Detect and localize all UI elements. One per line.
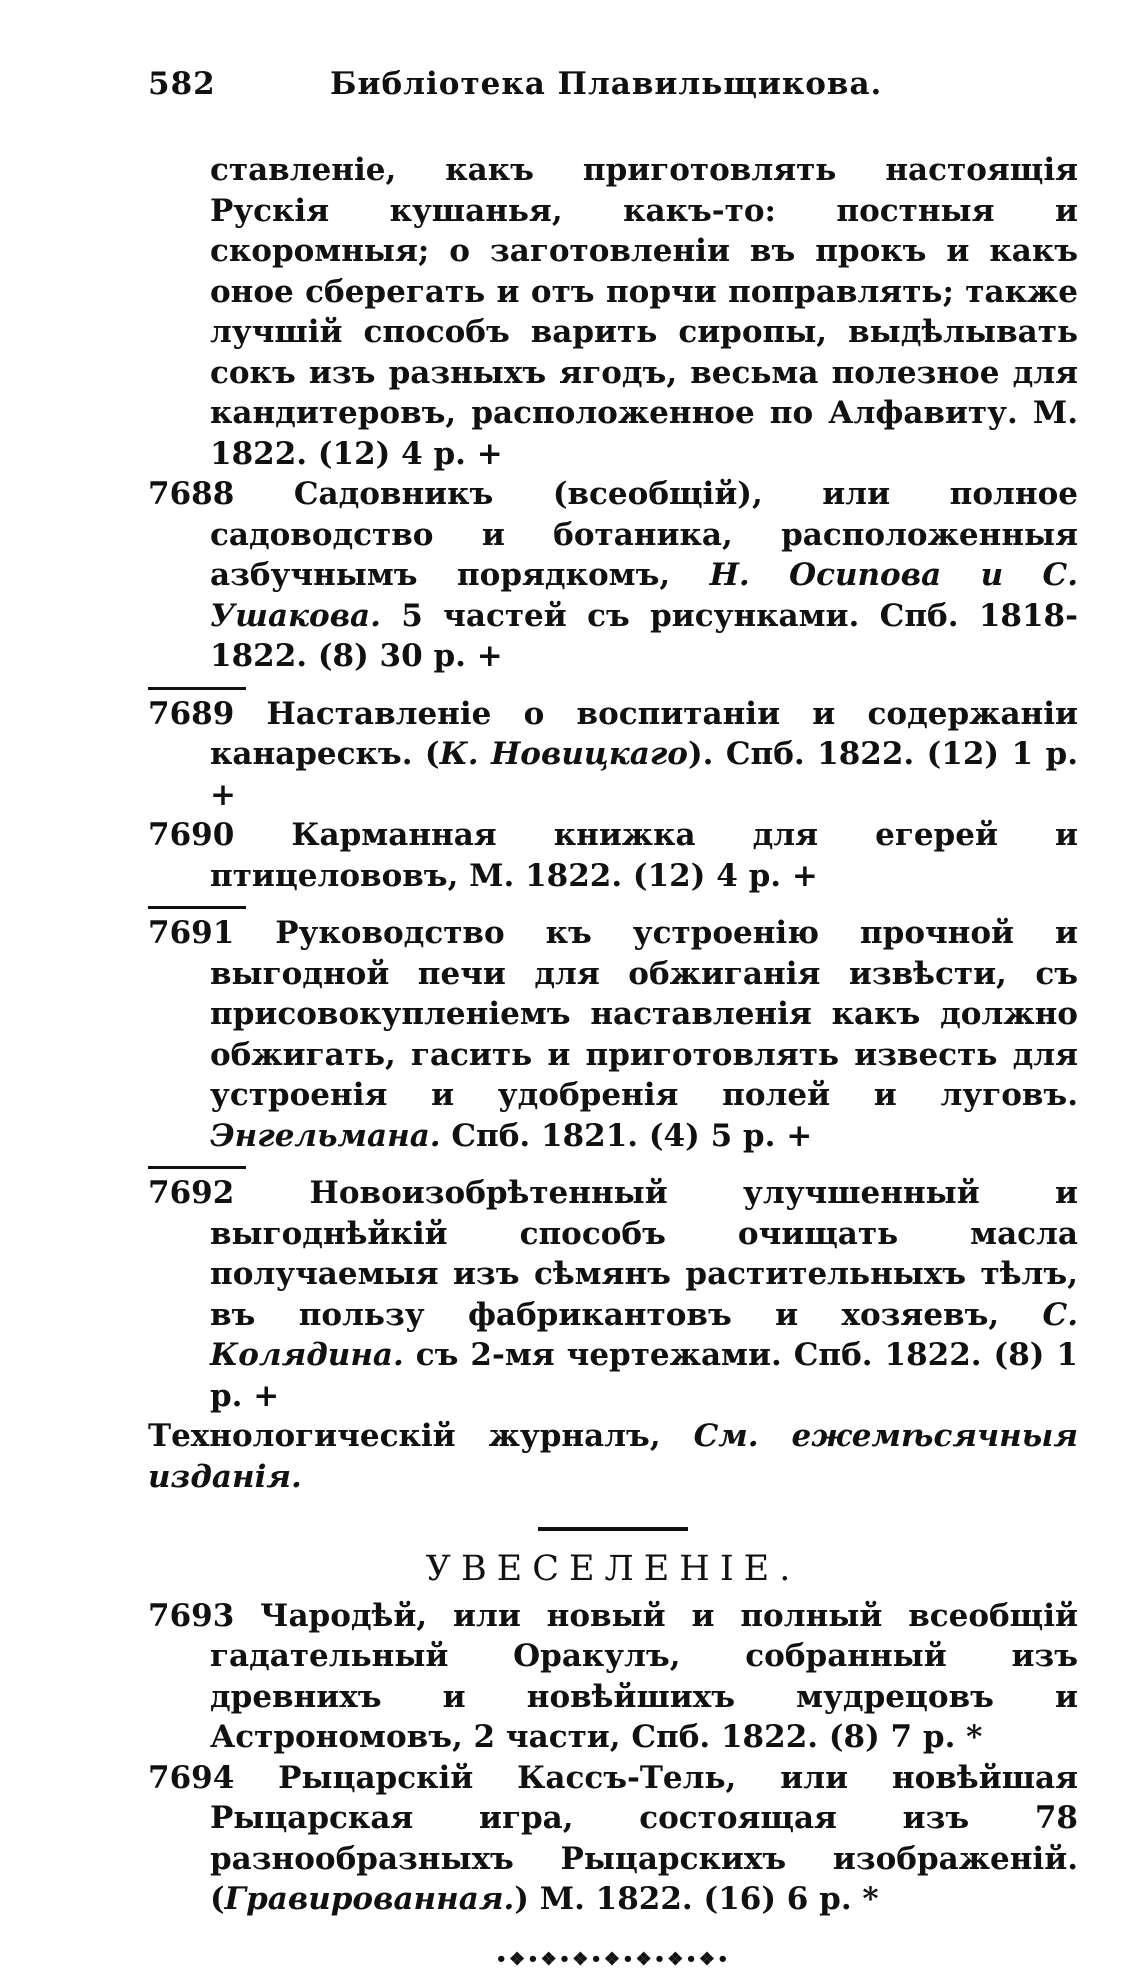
entry-rule (148, 906, 246, 909)
section-heading: УВЕСЕЛЕНІЕ. (148, 1549, 1078, 1590)
continuation-paragraph: ставленіе, какъ приготовлять настоящія Рускія кушанья, какъ-то: постныя и скоромныя; о заготовленіи въ прокъ и какъ оное сберегать и отъ порчи поправлять; также лучшій способъ варить сиропы, выдѣлывать сокъ изъ разныхъ ягодъ, весьма полезное для кандитеровъ, расположенное по Алфавиту. М. 1822. (12) 4 р. + (148, 150, 1078, 474)
reference-target: См. ежемѣсячныя изданія. (148, 1418, 1078, 1495)
entry-text: ). Спб. 1822. (12) 1 р. + (210, 736, 1078, 813)
entry-text: Карманная книжка для егерей и птицелововъ, М. 1822. (12) 4 р. + (210, 817, 1078, 894)
entry-rule (148, 687, 246, 690)
entry-text: Новоизобрѣтенный улучшенный и выгоднѣйкій способъ очищать масла получаемыя изъ сѣмянъ растительныхъ тѣлъ, въ пользу фабрикантовъ и хозяевъ, (210, 1175, 1078, 1333)
entry-number: 7689 (148, 696, 234, 732)
entry-text: Садовникъ (всеобщій), или полное садоводство и ботаника, расположенныя азбучнымъ порядкомъ, (210, 476, 1078, 593)
entry-author: С. Колядина. (210, 1297, 1078, 1374)
entry-author: Н. Осипова и С. Ушакова. (210, 557, 1078, 634)
reference-text: Технологическій журналъ, (148, 1418, 694, 1454)
catalog-entry-7692 (148, 1173, 1078, 1416)
entry-number: 7693 (148, 1598, 234, 1634)
catalog-entry-7691 (148, 913, 1078, 1156)
entry-text: 5 частей съ рисунками. Спб. 1818-1822. (8) 30 р. + (210, 598, 1078, 675)
entry-author: Энгельмана. (210, 1118, 441, 1154)
cross-reference (148, 1416, 1078, 1497)
entry-text: Рыцарскій Кассъ-Тель, или новѣйшая Рыцарская игра, состоящая изъ 78 разнообразныхъ Рыцарскихъ изображеній. ( (210, 1760, 1078, 1918)
entry-text: ) М. 1822. (16) 6 р. * (514, 1881, 878, 1917)
entry-text: Чародѣй, или новый и полный всеобщій гадательный Оракулъ, собранный изъ древнихъ и новѣйшихъ мудрецовъ и Астрономовъ, 2 части, Спб. 1822. (8) 7 р. * (210, 1598, 1078, 1756)
page-header (148, 66, 1068, 116)
entry-text: Руководство къ устроенію прочной и выгодной печи для обжиганія извѣсти, съ присовокупленіемъ наставленія какъ должно обжигать, гасить и приготовлять известь для устроенія и удобренія полей и луговъ. (210, 915, 1078, 1113)
section-rule (538, 1527, 688, 1531)
catalog-entry-7689 (148, 694, 1078, 816)
entry-note: Гравированная. (225, 1881, 515, 1917)
entry-number: 7690 (148, 817, 234, 853)
entry-number: 7691 (148, 915, 234, 951)
entry-number: 7692 (148, 1175, 234, 1211)
entry-number: 7694 (148, 1760, 234, 1796)
entry-number: 7688 (148, 476, 234, 512)
entry-text: Наставленіе о воспитаніи и содержаніи канарескъ. ( (210, 696, 1078, 773)
page-body (148, 150, 1078, 1980)
entry-text: Спб. 1821. (4) 5 р. + (441, 1118, 813, 1154)
catalog-entry-7690 (148, 815, 1078, 896)
catalog-entry-7693 (148, 1596, 1078, 1758)
running-title: Библіотека Плавильщикова. (330, 66, 882, 102)
entry-author: К. Новицкаго (440, 736, 688, 772)
end-ornament: •❖•❖•❖•❖•❖•❖•❖• (148, 1940, 1078, 1980)
entry-rule (148, 1166, 246, 1169)
entry-text: съ 2-мя чертежами. Спб. 1822. (8) 1 р. + (210, 1337, 1078, 1414)
catalog-entry-7688 (148, 474, 1078, 677)
page-number: 582 (148, 66, 216, 102)
catalog-entry-7694 (148, 1758, 1078, 1920)
